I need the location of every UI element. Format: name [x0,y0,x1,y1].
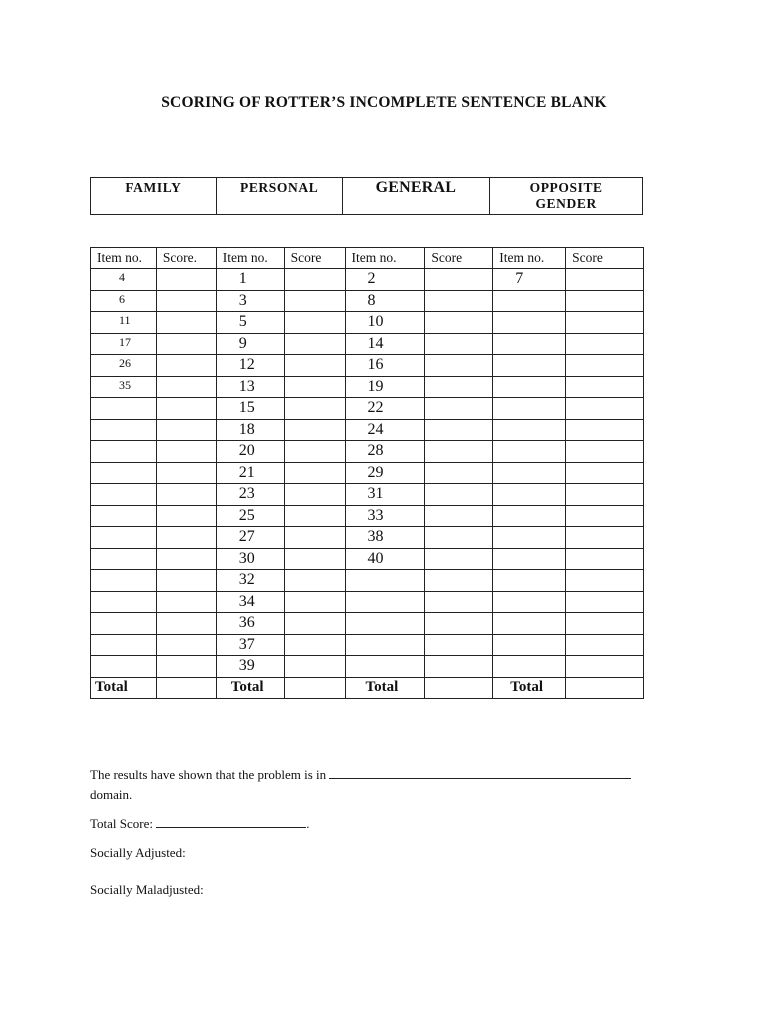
opposite-item-cell [493,505,566,527]
general-score-cell[interactable] [425,290,493,312]
general-item-cell [345,634,425,656]
total-score-end: . [306,816,310,831]
personal-score-cell[interactable] [284,613,345,635]
opposite-item-cell [493,290,566,312]
table-row [91,419,644,441]
family-item-cell [91,398,157,420]
opposite-item-cell [493,548,566,570]
family-score-cell[interactable] [156,269,216,291]
category-opposite-gender [490,178,643,215]
general-score-cell[interactable] [425,634,493,656]
general-score-cell[interactable] [425,376,493,398]
family-score-cell[interactable] [156,290,216,312]
family-item-cell [91,613,157,635]
socially-maladjusted-label: Socially Maladjusted: [90,882,204,897]
opposite-item-cell [493,419,566,441]
personal-score-cell[interactable] [284,548,345,570]
personal-item-cell: 27 [216,527,284,549]
category-table [90,177,643,215]
opposite-score-cell[interactable] [566,570,644,592]
table-row [91,312,644,334]
general-item-cell: 33 [345,505,425,527]
family-score-cell[interactable] [156,441,216,463]
general-total-score[interactable] [425,677,493,699]
personal-score-cell[interactable] [284,333,345,355]
category-family: FAMILY [91,178,217,215]
opposite-score-cell[interactable] [566,484,644,506]
header-family-item: Item no. [91,248,157,269]
family-score-cell[interactable] [156,484,216,506]
family-item-cell [91,591,157,613]
general-item-cell: 28 [345,441,425,463]
personal-item-cell: 18 [216,419,284,441]
socially-adjusted-label: Socially Adjusted: [90,845,186,860]
family-score-cell[interactable] [156,634,216,656]
personal-total-score[interactable] [284,677,345,699]
general-item-cell: 22 [345,398,425,420]
family-score-cell[interactable] [156,505,216,527]
opposite-score-cell[interactable] [566,441,644,463]
family-item-cell: 4 [91,269,157,291]
family-item-cell: 35 [91,376,157,398]
personal-item-cell: 3 [216,290,284,312]
general-score-cell[interactable] [425,333,493,355]
personal-score-cell[interactable] [284,441,345,463]
table-row [91,290,644,312]
opposite-score-cell[interactable] [566,376,644,398]
general-total-label: Total [345,677,425,699]
general-score-cell[interactable] [425,269,493,291]
table-row [91,398,644,420]
opposite-score-cell[interactable] [566,398,644,420]
table-row [91,484,644,506]
opposite-item-cell [493,376,566,398]
personal-score-cell[interactable] [284,398,345,420]
table-row [91,634,644,656]
general-item-cell [345,656,425,678]
general-score-cell[interactable] [425,398,493,420]
general-item-cell: 38 [345,527,425,549]
personal-item-cell: 30 [216,548,284,570]
general-item-cell: 19 [345,376,425,398]
opposite-total-score[interactable] [566,677,644,699]
general-item-cell: 14 [345,333,425,355]
opposite-score-cell[interactable] [566,613,644,635]
category-opposite-line2: GENDER [535,196,597,211]
family-score-cell[interactable] [156,355,216,377]
personal-score-cell[interactable] [284,312,345,334]
opposite-item-cell [493,441,566,463]
personal-item-cell: 39 [216,656,284,678]
family-score-cell[interactable] [156,376,216,398]
family-item-cell: 6 [91,290,157,312]
family-score-cell[interactable] [156,548,216,570]
personal-total-label: Total [216,677,284,699]
personal-item-cell: 34 [216,591,284,613]
personal-score-cell[interactable] [284,591,345,613]
table-row [91,376,644,398]
family-item-cell [91,548,157,570]
personal-score-cell[interactable] [284,419,345,441]
opposite-item-cell [493,570,566,592]
opposite-score-cell[interactable] [566,462,644,484]
family-item-cell [91,527,157,549]
personal-item-cell: 25 [216,505,284,527]
family-score-cell[interactable] [156,613,216,635]
personal-item-cell: 12 [216,355,284,377]
header-family-score: Score. [156,248,216,269]
opposite-score-cell[interactable] [566,527,644,549]
general-score-cell[interactable] [425,484,493,506]
opposite-score-cell[interactable] [566,312,644,334]
general-item-cell: 40 [345,548,425,570]
family-score-cell[interactable] [156,570,216,592]
general-score-cell[interactable] [425,505,493,527]
personal-item-cell: 37 [216,634,284,656]
general-score-cell[interactable] [425,570,493,592]
total-score-line [90,813,310,834]
opposite-item-cell [493,527,566,549]
general-item-cell [345,570,425,592]
family-item-cell [91,656,157,678]
scoring-table [90,247,644,699]
family-item-cell: 17 [91,333,157,355]
general-item-cell: 29 [345,462,425,484]
header-row [91,248,644,269]
opposite-score-cell[interactable] [566,634,644,656]
opposite-score-cell[interactable] [566,290,644,312]
general-item-cell: 10 [345,312,425,334]
personal-item-cell: 36 [216,613,284,635]
family-item-cell [91,419,157,441]
total-row [91,677,644,699]
personal-score-cell[interactable] [284,570,345,592]
personal-item-cell: 32 [216,570,284,592]
results-text: The results have shown that the problem is in [90,767,330,782]
table-row [91,570,644,592]
table-row [91,269,644,291]
results-statement [90,764,680,805]
personal-score-cell[interactable] [284,634,345,656]
general-score-cell[interactable] [425,355,493,377]
general-item-cell: 16 [345,355,425,377]
general-score-cell[interactable] [425,441,493,463]
general-score-cell[interactable] [425,548,493,570]
general-item-cell: 24 [345,419,425,441]
family-item-cell [91,441,157,463]
table-row [91,613,644,635]
family-score-cell[interactable] [156,419,216,441]
personal-score-cell[interactable] [284,656,345,678]
general-item-cell: 8 [345,290,425,312]
general-score-cell[interactable] [425,312,493,334]
table-row [91,548,644,570]
opposite-item-cell [493,355,566,377]
general-item-cell: 31 [345,484,425,506]
family-item-cell [91,570,157,592]
personal-item-cell: 20 [216,441,284,463]
general-score-cell[interactable] [425,613,493,635]
family-item-cell: 26 [91,355,157,377]
table-row [91,591,644,613]
opposite-item-cell: 7 [493,269,566,291]
results-domain: domain. [90,787,133,802]
personal-score-cell[interactable] [284,527,345,549]
opposite-item-cell [493,656,566,678]
personal-item-cell: 5 [216,312,284,334]
personal-score-cell[interactable] [284,505,345,527]
opposite-score-cell[interactable] [566,656,644,678]
general-score-cell[interactable] [425,591,493,613]
page-title: SCORING OF ROTTER’S INCOMPLETE SENTENCE BLANK [161,94,607,111]
table-row [91,462,644,484]
family-item-cell [91,484,157,506]
personal-score-cell[interactable] [284,355,345,377]
personal-item-cell: 1 [216,269,284,291]
personal-item-cell: 13 [216,376,284,398]
opposite-item-cell [493,333,566,355]
opposite-item-cell [493,312,566,334]
opposite-item-cell [493,591,566,613]
opposite-item-cell [493,398,566,420]
family-score-cell[interactable] [156,591,216,613]
table-row [91,441,644,463]
opposite-score-cell[interactable] [566,333,644,355]
family-item-cell [91,634,157,656]
header-general-item: Item no. [345,248,425,269]
opposite-item-cell [493,634,566,656]
family-item-cell [91,505,157,527]
opposite-score-cell[interactable] [566,269,644,291]
personal-score-cell[interactable] [284,269,345,291]
family-score-cell[interactable] [156,462,216,484]
opposite-score-cell[interactable] [566,355,644,377]
opposite-total-label: Total [493,677,566,699]
category-opposite-line1: OPPOSITE [529,180,603,195]
family-item-cell: 11 [91,312,157,334]
family-score-cell[interactable] [156,527,216,549]
personal-score-cell[interactable] [284,376,345,398]
personal-item-cell: 9 [216,333,284,355]
opposite-score-cell[interactable] [566,591,644,613]
general-score-cell[interactable] [425,656,493,678]
results-blank[interactable] [329,764,631,779]
personal-item-cell: 23 [216,484,284,506]
opposite-item-cell [493,462,566,484]
opposite-score-cell[interactable] [566,419,644,441]
table-row [91,333,644,355]
header-personal-score: Score [284,248,345,269]
general-item-cell: 2 [345,269,425,291]
header-general-score: Score [425,248,493,269]
family-score-cell[interactable] [156,656,216,678]
opposite-item-cell [493,484,566,506]
family-item-cell [91,462,157,484]
general-item-cell [345,613,425,635]
personal-item-cell: 21 [216,462,284,484]
table-row [91,505,644,527]
opposite-score-cell[interactable] [566,505,644,527]
table-row [91,527,644,549]
category-general: GENERAL [342,178,490,215]
general-score-cell[interactable] [425,462,493,484]
header-opposite-item: Item no. [493,248,566,269]
opposite-item-cell [493,613,566,635]
table-row [91,355,644,377]
general-score-cell[interactable] [425,419,493,441]
general-score-cell[interactable] [425,527,493,549]
family-score-cell[interactable] [156,312,216,334]
total-score-blank[interactable] [156,813,306,828]
category-personal: PERSONAL [216,178,342,215]
family-total-label: Total [91,677,157,699]
table-row [91,656,644,678]
header-opposite-score: Score [566,248,644,269]
total-score-label: Total Score: [90,816,157,831]
family-score-cell[interactable] [156,333,216,355]
family-total-score[interactable] [156,677,216,699]
family-score-cell[interactable] [156,398,216,420]
personal-item-cell: 15 [216,398,284,420]
personal-score-cell[interactable] [284,462,345,484]
general-item-cell [345,591,425,613]
personal-score-cell[interactable] [284,484,345,506]
opposite-score-cell[interactable] [566,548,644,570]
personal-score-cell[interactable] [284,290,345,312]
header-personal-item: Item no. [216,248,284,269]
